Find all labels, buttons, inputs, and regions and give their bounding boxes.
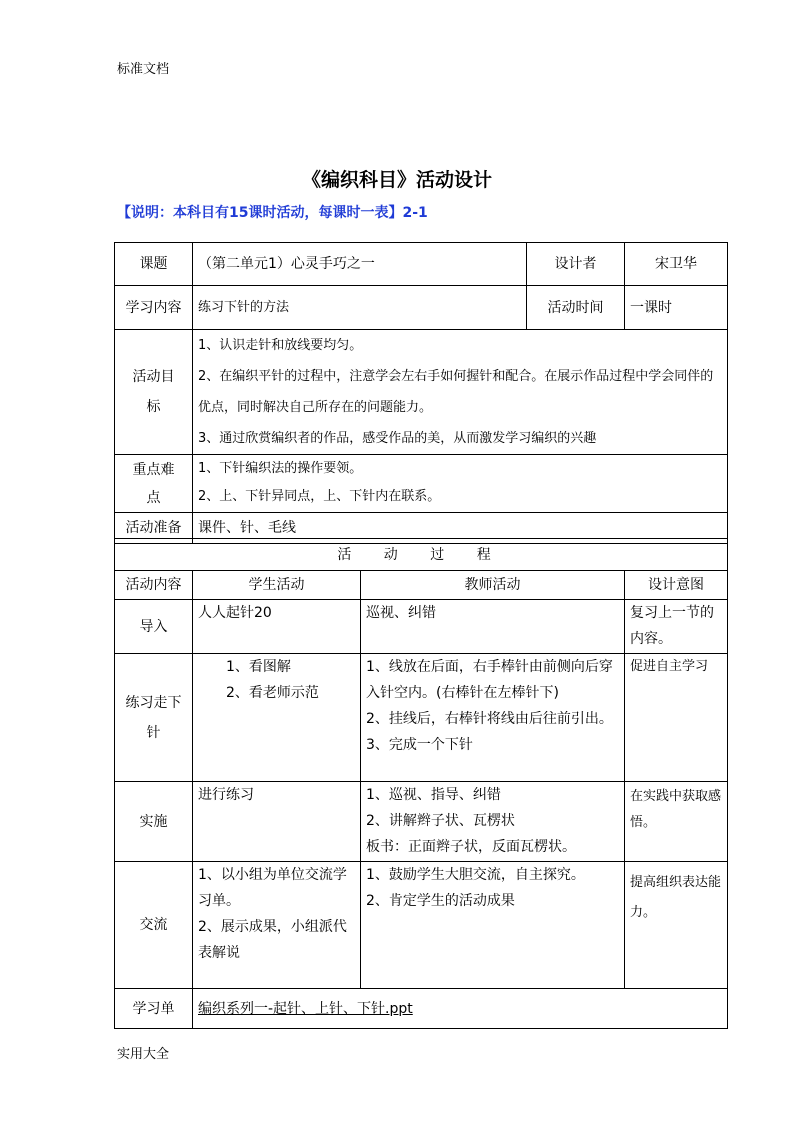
student-item: 进行练习: [198, 787, 254, 803]
teacher-cell: [361, 782, 625, 862]
col-intent-header: 设计意图: [625, 571, 728, 600]
subject-value: （第二单元1）心灵手巧之一: [193, 243, 527, 286]
col-content-header: 活动内容: [115, 571, 193, 600]
sheet-cell: [193, 989, 728, 1029]
table-row: [115, 862, 728, 989]
page-footer: 实用大全: [117, 1047, 170, 1062]
prep-label: 活动准备: [115, 513, 193, 544]
goal-label: 活动目标: [115, 330, 193, 455]
intent-cell: 提高组织表达能力。: [625, 862, 728, 989]
student-cell: [193, 782, 361, 862]
student-item: 1、以小组为单位交流学习单。: [198, 867, 347, 909]
prep-value: 课件、针、毛线: [193, 513, 728, 544]
key-label: 重点难点: [115, 455, 193, 513]
goal-item: 1、认识走针和放线要均匀。: [198, 338, 363, 353]
teacher-cell: [361, 654, 625, 782]
goal-item: 3、通过欣赏编织者的作品，感受作品的美，从而激发学习编织的兴趣: [198, 431, 597, 446]
key-list: [193, 455, 728, 513]
note-line: 【说明：本科目有15课时活动，每课时一表】2-1: [117, 205, 428, 221]
document-title: 《编织科目》活动设计: [301, 169, 492, 191]
designer-label: 设计者: [527, 243, 625, 286]
content-label: 学习内容: [115, 286, 193, 330]
sheet-label: 学习单: [115, 989, 193, 1029]
teacher-item: 2、肯定学生的活动成果: [366, 893, 515, 909]
teacher-item: 巡视、纠错: [366, 605, 436, 621]
intent-cell: 促进自主学习: [625, 654, 728, 782]
table-row: [115, 782, 728, 862]
teacher-item: 板书：正面辫子状，反面瓦楞状。: [366, 839, 576, 855]
subject-label: 课题: [115, 243, 193, 286]
sheet-file-link[interactable]: 编织系列一-起针、上针、下针.ppt: [198, 1000, 413, 1017]
student-item: 1、看图解: [226, 659, 291, 675]
student-cell: [193, 862, 361, 989]
teacher-item: 2、挂线后，右棒针将线由后往前引出。: [366, 711, 613, 727]
goal-list: [193, 330, 728, 455]
goal-item: 2、在编织平针的过程中，注意学会左右手如何握针和配合。在展示作品过程中学会同伴的优点，同时解决自己所存在的问题能力。: [198, 369, 714, 415]
process-heading: 活 动 过 程: [115, 539, 728, 571]
table-row: [115, 654, 728, 782]
student-item: 人人起针20: [198, 605, 272, 621]
col-student-header: 学生活动: [193, 571, 361, 600]
row-name: 练习走下针: [115, 654, 193, 782]
teacher-item: 1、线放在后面，右手棒针由前侧向后穿入针空内。(右棒针在左棒针下): [366, 659, 613, 701]
info-table: [114, 242, 728, 544]
student-item: 2、看老师示范: [226, 685, 319, 701]
designer-value: 宋卫华: [625, 243, 728, 286]
table-row: [115, 600, 728, 654]
intent-cell: 在实践中获取感悟。: [625, 782, 728, 862]
teacher-item: 1、巡视、指导、纠错: [366, 787, 501, 803]
page-header: 标准文档: [117, 62, 170, 77]
row-name: 交流: [115, 862, 193, 989]
row-name: 实施: [115, 782, 193, 862]
key-item: 1、下针编织法的操作要领。: [198, 461, 363, 476]
student-cell: [193, 654, 361, 782]
col-teacher-header: 教师活动: [361, 571, 625, 600]
student-cell: [193, 600, 361, 654]
student-item: 2、展示成果，小组派代表解说: [198, 919, 347, 961]
teacher-item: 2、讲解辫子状、瓦楞状: [366, 813, 515, 829]
time-label: 活动时间: [527, 286, 625, 330]
key-item: 2、上、下针异同点，上、下针内在联系。: [198, 489, 441, 504]
teacher-item: 1、鼓励学生大胆交流，自主探究。: [366, 867, 585, 883]
teacher-cell: [361, 600, 625, 654]
teacher-item: 3、完成一个下针: [366, 737, 473, 753]
row-name: 导入: [115, 600, 193, 654]
process-table: [114, 538, 728, 1029]
teacher-cell: [361, 862, 625, 989]
content-value: 练习下针的方法: [193, 286, 527, 330]
intent-cell: 复习上一节的内容。: [625, 600, 728, 654]
time-value: 一课时: [625, 286, 728, 330]
